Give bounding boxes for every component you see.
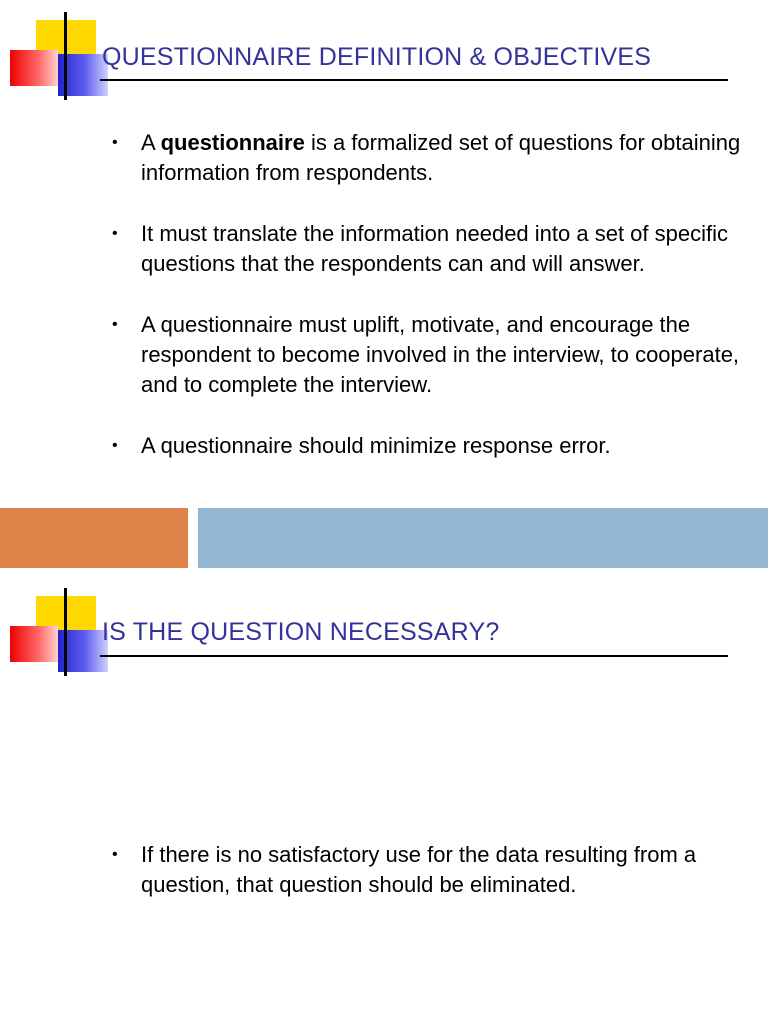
bullet-item [112, 128, 752, 188]
bullet-text: It must translate the information needed into a set of specific questions that the respondents can and will answer. [141, 221, 728, 276]
bullet-list [112, 840, 752, 931]
slide-divider-band [0, 508, 768, 574]
slide-1 [0, 0, 768, 508]
bullet-marker: • [112, 437, 118, 454]
bullet-item [112, 840, 752, 900]
bullet-lead: A [141, 130, 161, 155]
bullet-text: A questionnaire should minimize response error. [141, 433, 611, 458]
bullet-rest: is a formalized set of questions for obtaining information from respondents. [141, 130, 741, 185]
bullet-text: A questionnaire must uplift, motivate, and encourage the respondent to become involved in the interview, to cooperate, and to complete the interview. [141, 312, 740, 397]
logo-vertical-line [64, 12, 67, 100]
slide-title: IS THE QUESTION NECESSARY? [102, 618, 500, 646]
slide-logo-graphic [10, 588, 110, 678]
bullet-marker: • [112, 225, 118, 242]
bullet-marker: • [112, 846, 118, 863]
bullet-text: If there is no satisfactory use for the data resulting from a question, that question should be eliminated. [141, 842, 697, 897]
bullet-item [112, 219, 752, 279]
bullet-marker: • [112, 134, 118, 151]
slide-logo-graphic [10, 12, 110, 102]
bullet-bold-term: questionnaire [160, 130, 305, 155]
logo-red-square [10, 50, 58, 86]
logo-vertical-line [64, 588, 67, 676]
bullet-list [112, 128, 752, 492]
slide-title: QUESTIONNAIRE DEFINITION & OBJECTIVES [102, 43, 652, 71]
divider-orange-block [0, 508, 188, 568]
bullet-item [112, 310, 752, 400]
logo-red-square [10, 626, 58, 662]
title-underline [100, 655, 728, 657]
bullet-item [112, 431, 752, 461]
title-underline [100, 79, 728, 81]
divider-blue-block [198, 508, 768, 568]
slide-2 [0, 574, 768, 1024]
bullet-marker: • [112, 316, 118, 333]
